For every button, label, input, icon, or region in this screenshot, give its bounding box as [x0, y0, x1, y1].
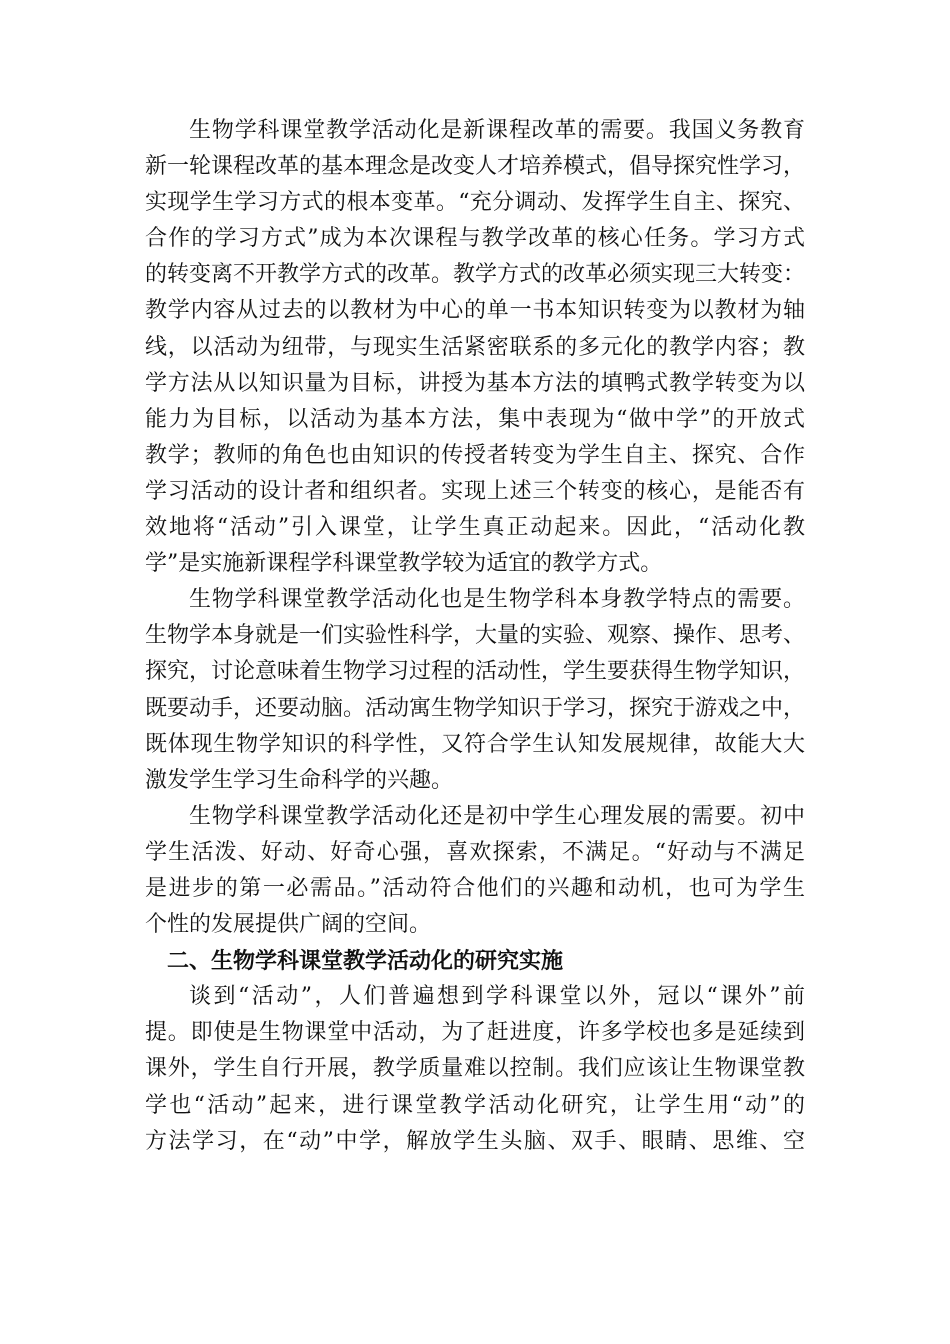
text-line: 是进步的第一必需品。”活动符合他们的兴趣和动机，也可为学生: [145, 875, 805, 901]
text-line: 生物学科课堂教学活动化也是生物学科本身教学特点的需要。: [189, 587, 805, 613]
text-line: 教学内容从过去的以教材为中心的单一书本知识转变为以教材为轴: [145, 298, 805, 324]
text-line: 的转变离不开教学方式的改革。教学方式的改革必须实现三大转变：: [145, 262, 805, 288]
text-line: 生物学本身就是一们实验性科学，大量的实验、观察、操作、思考、: [145, 623, 805, 649]
text-line: 探究，讨论意味着生物学习过程的活动性，学生要获得生物学知识，: [145, 659, 805, 685]
text-line: 学生活泼、好动、好奇心强，喜欢探索，不满足。“好动与不满足: [145, 839, 805, 865]
paragraph-research-implementation: [145, 979, 805, 1159]
text-line: 生物学科课堂教学活动化还是初中学生心理发展的需要。初中: [189, 803, 805, 829]
section-heading: 二、生物学科课堂教学活动化的研究实施: [167, 948, 564, 975]
text-line: 方法学习，在“动”中学，解放学生头脑、双手、眼睛、思维、空: [145, 1128, 805, 1154]
text-line: 个性的发展提供广阔的空间。: [145, 912, 432, 938]
paragraph-student-psychology: [145, 799, 805, 943]
text-line: 合作的学习方式”成为本次课程与教学改革的核心任务。学习方式: [145, 226, 805, 252]
text-line: 教学；教师的角色也由知识的传授者转变为学生自主、探究、合作: [145, 442, 805, 468]
text-line: 能力为目标，以活动为基本方法，集中表现为“做中学”的开放式: [145, 406, 805, 432]
text-line: 既要动手，还要动脑。活动寓生物学知识于学习，探究于游戏之中，: [145, 695, 805, 721]
text-line: 谈到“活动”，人们普遍想到学科课堂以外，冠以“课外”前: [189, 984, 805, 1010]
text-line: 激发学生学习生命科学的兴趣。: [145, 767, 454, 793]
text-line: 学”是实施新课程学科课堂教学较为适宜的教学方式。: [145, 551, 663, 577]
text-line: 课外，学生自行开展，教学质量难以控制。我们应该让生物课堂教: [145, 1056, 805, 1082]
text-line: 提。即使是生物课堂中活动，为了赶进度，许多学校也多是延续到: [145, 1020, 805, 1046]
text-line: 生物学科课堂教学活动化是新课程改革的需要。我国义务教育: [189, 118, 805, 143]
document-body: [145, 113, 805, 1160]
text-line: 学习活动的设计者和组织者。实现上述三个转变的核心，是能否有: [145, 478, 805, 504]
text-line: 线，以活动为纽带，与现实生活紧密联系的多元化的教学内容；教: [145, 334, 805, 360]
text-line: 实现学生学习方式的根本变革。“充分调动、发挥学生自主、探究、: [145, 190, 805, 216]
paragraph-biology-characteristics: [145, 582, 805, 799]
text-line: 学方法从以知识量为目标，讲授为基本方法的填鸭式教学转变为以: [145, 370, 805, 396]
text-line: 既体现生物学知识的科学性，又符合学生认知发展规律，故能大大: [145, 731, 805, 757]
text-line: 效地将“活动”引入课堂，让学生真正动起来。因此，“活动化教: [145, 515, 805, 541]
text-line: 新一轮课程改革的基本理念是改变人才培养模式，倡导探究性学习，: [145, 154, 805, 180]
text-line: 学也“活动”起来，进行课堂教学活动化研究，让学生用“动”的: [145, 1092, 805, 1118]
paragraph-curriculum-reform: [145, 113, 805, 582]
